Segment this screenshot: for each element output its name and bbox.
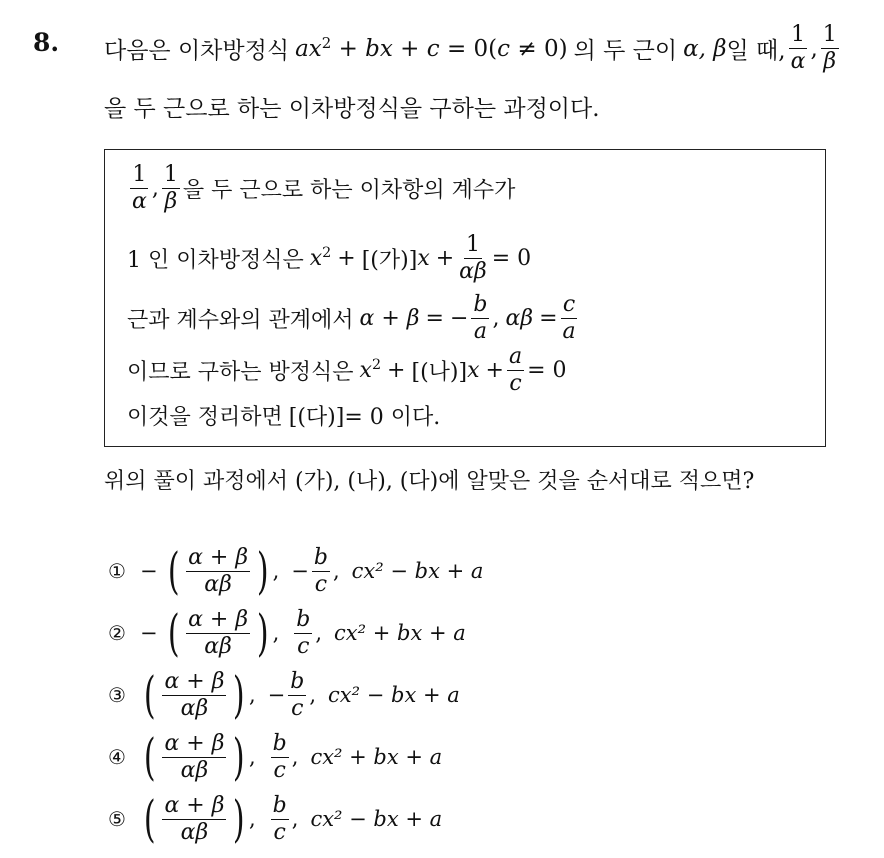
option-marker: ③ bbox=[108, 683, 126, 707]
when-text: 일 때, bbox=[726, 38, 786, 64]
problem-line-2: 을 두 근으로 하는 이차방정식을 구하는 과정이다. bbox=[104, 96, 600, 122]
box-line-4: 이므로 구하는 방정식은 $x^2$ + [(나)] x + $\frac{a}{c}$ = 0 bbox=[127, 344, 567, 396]
blank-na: [(나)] bbox=[411, 360, 468, 385]
answer-option-1[interactable]: ① − ( $\frac{\alpha + \beta}{\alpha\beta}$ ) , − $\frac{b}{c}$ , cx² − bx + a bbox=[108, 542, 484, 600]
option-expression: cx² − bx + a bbox=[310, 807, 443, 831]
recip-beta: $\frac{1}{\beta}$ bbox=[822, 22, 837, 74]
question: 위의 풀이 과정에서 (가), (나), (다)에 알맞은 것을 순서대로 적으면? bbox=[104, 469, 755, 494]
problem-number: 8. bbox=[33, 28, 60, 57]
roots: α, β bbox=[683, 35, 727, 62]
roots-text: 의 두 근이 bbox=[573, 38, 678, 64]
frac2-sign: − bbox=[267, 683, 286, 707]
solution-box bbox=[104, 149, 826, 447]
option-expression: cx² − bx + a bbox=[351, 559, 484, 583]
box-line-3: 근과 계수와의 관계에서 α + β = − $\frac{b}{a}$ , αβ = $\frac{c}{a}$ bbox=[127, 292, 576, 344]
option-sign: − bbox=[139, 621, 158, 645]
option-expression: cx² − bx + a bbox=[328, 683, 460, 707]
answer-option-2[interactable]: ② − ( $\frac{\alpha + \beta}{\alpha\beta}$ ) , $\frac{b}{c}$ , cx² + bx + a bbox=[108, 604, 466, 662]
option-marker: ④ bbox=[108, 745, 126, 769]
option-sign: − bbox=[139, 559, 158, 583]
option-marker: ⑤ bbox=[108, 807, 126, 831]
answer-option-4[interactable]: ④ ( $\frac{\alpha + \beta}{\alpha\beta}$ ) , $\frac{b}{c}$ , cx² + bx + a bbox=[108, 728, 443, 786]
box-line-5: 이것을 정리하면 [(다)] = 0 이다. bbox=[127, 400, 440, 431]
box-line-1: $\frac{1}{\alpha}$ , $\frac{1}{\beta}$ 을 두 근으로 하는 이차항의 계수가 bbox=[132, 162, 516, 214]
recip-alpha: $\frac{1}{\alpha}$ bbox=[790, 22, 806, 74]
answer-option-3[interactable]: ③ ( $\frac{\alpha + \beta}{\alpha\beta}$ ) , − $\frac{b}{c}$ , cx² − bx + a bbox=[108, 666, 460, 724]
equation: $ax^2$ + bx + c = 0(c ≠ 0) bbox=[295, 33, 568, 62]
answer-option-5[interactable]: ⑤ ( $\frac{\alpha + \beta}{\alpha\beta}$ ) , $\frac{b}{c}$ , cx² − bx + a bbox=[108, 790, 443, 848]
option-marker: ① bbox=[108, 559, 126, 583]
option-expression: cx² + bx + a bbox=[334, 621, 466, 645]
problem-line-1: 다음은 이차방정식 $ax^2$ + bx + c = 0(c ≠ 0) 의 두 근이 α, β 일 때, $\frac{1}{\alpha}$ , $\frac{1}{\beta}$ bbox=[104, 22, 837, 74]
box-line-2: 1 인 이차방정식은 $x^2$ + [(가)] x + $\frac{1}{\alpha\beta}$ = 0 bbox=[127, 232, 532, 284]
blank-ga: [(가)] bbox=[361, 248, 418, 273]
option-marker: ② bbox=[108, 621, 126, 645]
blank-da: [(다)] bbox=[288, 405, 345, 430]
frac2-sign: − bbox=[291, 559, 309, 583]
option-expression: cx² + bx + a bbox=[310, 745, 443, 769]
intro-text: 다음은 이차방정식 bbox=[104, 38, 290, 64]
